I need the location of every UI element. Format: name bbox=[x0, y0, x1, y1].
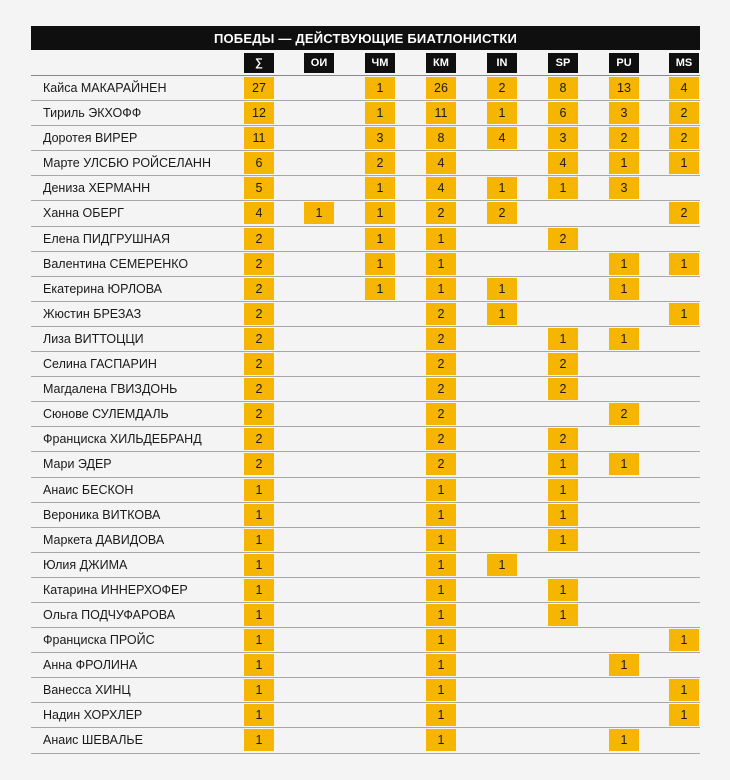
win-count-cell: 1 bbox=[244, 504, 274, 526]
athlete-name: Марте УЛСБЮ РОЙСЕЛАНН bbox=[43, 156, 211, 171]
win-count-cell: 1 bbox=[244, 679, 274, 701]
win-count-cell: 2 bbox=[426, 202, 456, 224]
table-row bbox=[31, 101, 700, 126]
win-count-cell: 1 bbox=[244, 579, 274, 601]
table-row bbox=[31, 578, 700, 603]
table-row bbox=[31, 302, 700, 327]
win-count-cell: 2 bbox=[609, 127, 639, 149]
athlete-name: Екатерина ЮРЛОВА bbox=[43, 281, 163, 296]
win-count-cell: 1 bbox=[304, 202, 334, 224]
athlete-name: Доротея ВИРЕР bbox=[43, 131, 138, 146]
athlete-name: Анаис БЕСКОН bbox=[43, 482, 134, 497]
win-count-cell: 3 bbox=[548, 127, 578, 149]
win-count-cell: 5 bbox=[244, 177, 274, 199]
table-row bbox=[31, 76, 700, 101]
win-count-cell: 1 bbox=[244, 529, 274, 551]
win-count-cell: 1 bbox=[365, 253, 395, 275]
win-count-cell: 3 bbox=[365, 127, 395, 149]
table-row bbox=[31, 201, 700, 226]
column-header: ОИ bbox=[304, 53, 334, 73]
win-count-cell: 1 bbox=[426, 479, 456, 501]
athlete-name: Тириль ЭКХОФФ bbox=[43, 106, 142, 121]
win-count-cell: 4 bbox=[548, 152, 578, 174]
table-row bbox=[31, 603, 700, 628]
win-count-cell: 1 bbox=[426, 253, 456, 275]
win-count-cell: 1 bbox=[426, 654, 456, 676]
win-count-cell: 1 bbox=[487, 303, 517, 325]
column-header: SP bbox=[548, 53, 578, 73]
athlete-name: Юлия ДЖИМА bbox=[43, 557, 128, 572]
win-count-cell: 1 bbox=[365, 102, 395, 124]
win-count-cell: 1 bbox=[548, 579, 578, 601]
table-row bbox=[31, 327, 700, 352]
win-count-cell: 6 bbox=[548, 102, 578, 124]
win-count-cell: 1 bbox=[548, 529, 578, 551]
column-header: IN bbox=[487, 53, 517, 73]
table-row bbox=[31, 176, 700, 201]
win-count-cell: 1 bbox=[365, 228, 395, 250]
athlete-name: Селина ГАСПАРИН bbox=[43, 357, 157, 372]
win-count-cell: 26 bbox=[426, 77, 456, 99]
athlete-name: Франциска ПРОЙС bbox=[43, 633, 155, 648]
athlete-name: Анаис ШЕВАЛЬЕ bbox=[43, 733, 143, 748]
win-count-cell: 2 bbox=[548, 353, 578, 375]
win-count-cell: 2 bbox=[244, 328, 274, 350]
win-count-cell: 1 bbox=[244, 554, 274, 576]
win-count-cell: 1 bbox=[609, 729, 639, 751]
win-count-cell: 2 bbox=[244, 278, 274, 300]
win-count-cell: 2 bbox=[548, 228, 578, 250]
win-count-cell: 1 bbox=[669, 253, 699, 275]
win-count-cell: 4 bbox=[426, 152, 456, 174]
win-count-cell: 2 bbox=[244, 403, 274, 425]
win-count-cell: 4 bbox=[244, 202, 274, 224]
win-count-cell: 1 bbox=[669, 303, 699, 325]
athlete-name: Кайса МАКАРАЙНЕН bbox=[43, 81, 167, 95]
win-count-cell: 1 bbox=[609, 278, 639, 300]
win-count-cell: 4 bbox=[487, 127, 517, 149]
column-header: ∑ bbox=[244, 53, 274, 73]
column-header: ЧМ bbox=[365, 53, 395, 73]
win-count-cell: 1 bbox=[426, 729, 456, 751]
win-count-cell: 1 bbox=[487, 102, 517, 124]
win-count-cell: 1 bbox=[487, 177, 517, 199]
win-count-cell: 1 bbox=[609, 328, 639, 350]
win-count-cell: 2 bbox=[244, 253, 274, 275]
win-count-cell: 6 bbox=[244, 152, 274, 174]
win-count-cell: 8 bbox=[426, 127, 456, 149]
win-count-cell: 4 bbox=[669, 77, 699, 99]
win-count-cell: 2 bbox=[487, 77, 517, 99]
athlete-name: Валентина СЕМЕРЕНКО bbox=[43, 256, 189, 271]
athlete-name: Лиза ВИТТОЦЦИ bbox=[43, 331, 144, 346]
win-count-cell: 1 bbox=[548, 453, 578, 475]
win-count-cell: 2 bbox=[426, 378, 456, 400]
win-count-cell: 1 bbox=[426, 629, 456, 651]
table-row bbox=[31, 653, 700, 678]
athlete-name: Анна ФРОЛИНА bbox=[43, 658, 138, 673]
athlete-name: Ольга ПОДЧУФАРОВА bbox=[43, 607, 176, 622]
table-row bbox=[31, 427, 700, 452]
win-count-cell: 1 bbox=[548, 177, 578, 199]
win-count-cell: 2 bbox=[669, 127, 699, 149]
athlete-name: Мари ЭДЕР bbox=[43, 457, 112, 472]
win-count-cell: 1 bbox=[669, 629, 699, 651]
athlete-name: Сюнове СУЛЕМДАЛЬ bbox=[43, 407, 169, 422]
table-row bbox=[31, 377, 700, 402]
win-count-cell: 1 bbox=[244, 654, 274, 676]
win-count-cell: 1 bbox=[365, 177, 395, 199]
win-count-cell: 1 bbox=[609, 654, 639, 676]
win-count-cell: 1 bbox=[426, 504, 456, 526]
win-count-cell: 1 bbox=[609, 253, 639, 275]
win-count-cell: 1 bbox=[426, 704, 456, 726]
win-count-cell: 1 bbox=[365, 278, 395, 300]
win-count-cell: 2 bbox=[426, 453, 456, 475]
win-count-cell: 2 bbox=[669, 102, 699, 124]
table-row bbox=[31, 528, 700, 553]
win-count-cell: 13 bbox=[609, 77, 639, 99]
win-count-cell: 1 bbox=[244, 729, 274, 751]
win-count-cell: 2 bbox=[548, 428, 578, 450]
column-header: PU bbox=[609, 53, 639, 73]
table-row bbox=[31, 553, 700, 578]
win-count-cell: 1 bbox=[426, 679, 456, 701]
win-count-cell: 2 bbox=[244, 303, 274, 325]
table-row bbox=[31, 252, 700, 277]
win-count-cell: 2 bbox=[487, 202, 517, 224]
table-row bbox=[31, 277, 700, 302]
win-count-cell: 11 bbox=[244, 127, 274, 149]
win-count-cell: 2 bbox=[426, 353, 456, 375]
athlete-name: Магдалена ГВИЗДОНЬ bbox=[43, 382, 178, 397]
win-count-cell: 2 bbox=[244, 228, 274, 250]
table-row bbox=[31, 402, 700, 427]
athlete-name: Надин ХОРХЛЕР bbox=[43, 708, 143, 723]
win-count-cell: 12 bbox=[244, 102, 274, 124]
win-count-cell: 2 bbox=[244, 378, 274, 400]
athlete-name: Вероника ВИТКОВА bbox=[43, 507, 161, 522]
win-count-cell: 1 bbox=[426, 604, 456, 626]
table-row bbox=[31, 452, 700, 477]
win-count-cell: 3 bbox=[609, 177, 639, 199]
table-title: ПОБЕДЫ — ДЕЙСТВУЮЩИЕ БИАТЛОНИСТКИ bbox=[31, 26, 700, 50]
athlete-name: Дениза ХЕРМАНН bbox=[43, 181, 151, 196]
win-count-cell: 2 bbox=[669, 202, 699, 224]
win-count-cell: 2 bbox=[426, 428, 456, 450]
table-row bbox=[31, 227, 700, 252]
win-count-cell: 1 bbox=[548, 604, 578, 626]
win-count-cell: 1 bbox=[548, 479, 578, 501]
table-row bbox=[31, 728, 700, 753]
table-row bbox=[31, 628, 700, 653]
table-row bbox=[31, 503, 700, 528]
win-count-cell: 11 bbox=[426, 102, 456, 124]
win-count-cell: 2 bbox=[548, 378, 578, 400]
win-count-cell: 2 bbox=[244, 428, 274, 450]
win-count-cell: 2 bbox=[426, 328, 456, 350]
win-count-cell: 4 bbox=[426, 177, 456, 199]
win-count-cell: 1 bbox=[244, 604, 274, 626]
column-header: КМ bbox=[426, 53, 456, 73]
win-count-cell: 1 bbox=[365, 202, 395, 224]
win-count-cell: 2 bbox=[609, 403, 639, 425]
win-count-cell: 1 bbox=[609, 152, 639, 174]
win-count-cell: 3 bbox=[609, 102, 639, 124]
table-row bbox=[31, 151, 700, 176]
column-header-row bbox=[31, 50, 700, 76]
win-count-cell: 1 bbox=[244, 629, 274, 651]
wins-table-body bbox=[31, 76, 700, 754]
win-count-cell: 1 bbox=[487, 554, 517, 576]
win-count-cell: 1 bbox=[244, 479, 274, 501]
athlete-name: Жюстин БРЕЗАЗ bbox=[43, 306, 142, 321]
athlete-name: Катарина ИННЕРХОФЕР bbox=[43, 582, 188, 597]
win-count-cell: 1 bbox=[426, 554, 456, 576]
athlete-name: Ханна ОБЕРГ bbox=[43, 206, 124, 221]
column-header: MS bbox=[669, 53, 699, 73]
win-count-cell: 2 bbox=[244, 453, 274, 475]
athlete-name: Франциска ХИЛЬДЕБРАНД bbox=[43, 432, 202, 447]
table-row bbox=[31, 703, 700, 728]
win-count-cell: 1 bbox=[548, 328, 578, 350]
win-count-cell: 1 bbox=[487, 278, 517, 300]
athlete-name: Маркета ДАВИДОВА bbox=[43, 532, 165, 547]
win-count-cell: 1 bbox=[669, 704, 699, 726]
win-count-cell: 1 bbox=[426, 278, 456, 300]
win-count-cell: 1 bbox=[426, 228, 456, 250]
win-count-cell: 1 bbox=[244, 704, 274, 726]
win-count-cell: 1 bbox=[669, 152, 699, 174]
table-row bbox=[31, 678, 700, 703]
table-row bbox=[31, 126, 700, 151]
win-count-cell: 1 bbox=[609, 453, 639, 475]
win-count-cell: 2 bbox=[244, 353, 274, 375]
win-count-cell: 27 bbox=[244, 77, 274, 99]
win-count-cell: 1 bbox=[426, 529, 456, 551]
win-count-cell: 8 bbox=[548, 77, 578, 99]
athlete-name: Ванесса ХИНЦ bbox=[43, 683, 131, 698]
win-count-cell: 1 bbox=[365, 77, 395, 99]
athlete-name: Елена ПИДГРУШНАЯ bbox=[43, 231, 170, 246]
win-count-cell: 2 bbox=[426, 403, 456, 425]
table-row bbox=[31, 478, 700, 503]
win-count-cell: 1 bbox=[426, 579, 456, 601]
win-count-cell: 2 bbox=[365, 152, 395, 174]
win-count-cell: 1 bbox=[669, 679, 699, 701]
win-count-cell: 2 bbox=[426, 303, 456, 325]
win-count-cell: 1 bbox=[548, 504, 578, 526]
table-row bbox=[31, 352, 700, 377]
